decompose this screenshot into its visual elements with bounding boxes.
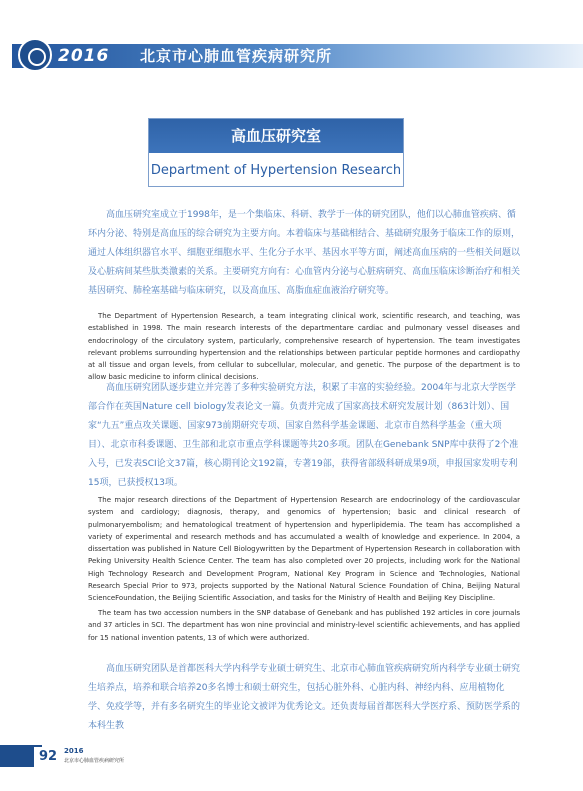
paragraph-cn-1-block [88, 206, 520, 301]
paragraph-cn-1: 高血压研究室成立于1998年，是一个集临床、科研、教学于一体的研究团队，他们以心肺血管疾病、循环内分泌、特别是高血压的综合研究为主要方向。本着临床与基础相结合、基础研究服务于临床工作的原则，通过人体组织器官水平、细胞亚细胞水平、生化分子水平、基因水平等方面，阐述高血压病的一些相关问题以及心脏病间某些肽类激素的关系。主要研究方向有：心血管内分泌与心脏病研究、高血压临床诊断治疗和相关基因研究、肺栓塞基础与临床研究，以及高血压、高脂血症血液治疗研究等。 [88, 210, 521, 296]
institute-logo-icon [18, 38, 52, 72]
paragraph-cn-2: 高血压研究团队逐步建立并完善了多种实验研究方法，积累了丰富的实验经验。2004年与北京大学医学部合作在英国Nature cell biology发表论文一篇。负责并完成了国家高技术研究发展计划（863计划）、国家“九五”重点攻关课题、国家973前期研究专项、国家自然科学基金课题、北京市自然科学基金（重大项目）、北京市科委课题、卫生部和北京市重点学科课题等共20多项。团队在Genebank SNP库中获得了2个准入号，已发表SCI论文37篇，核心期刊论文192篇，专著19部，获得省部级科研成果9项，申报国家发明专利15项，已获授权13项。 [88, 383, 519, 488]
header-institute-name: 北京市心肺血管疾病研究所 [140, 47, 333, 65]
paragraph-en-3-block [88, 607, 520, 644]
section-title-en: Department of Hypertension Research [150, 163, 402, 178]
page-header [0, 0, 583, 74]
paragraph-en-1: The Department of Hypertension Research, a team integrating clinical work, scientific research, and teaching, was established in 1998. The main research interests of the departmentare cardiac and pulmonary vessel diseases and endocrinology of the circulatory system, particularly, comprehensive research of hypertension. The team investigates relevant problems surrounding hypertension and the relationships between particular peptide hormones and cardiopathy at all tissue and organ levels, from cellular to subcellular, molecular, and genetic. The purpose of the department is to allow basic medicine to inform clinical decisions. [88, 312, 520, 382]
paragraph-cn-2-block [88, 379, 520, 493]
paragraph-en-2: The major research directions of the Department of Hypertension Research are endocrinology of the cardiovascular system and cardiology; diagnosis, therapy, and genomics of hypertension; basic and clinical research of pulmonaryembolism; and hematological treatment of hypertension and hyperlipidemia. The team has accomplished a variety of experimental and research methods and has accumulated a wealth of knowledge and experience. In 2004, a dissertation was published in Nature Cell Biologywritten by the Department of Hypertension Research in collaboration with Peking University Health Science Center. The team has also completed over 20 projects, including work for the National High Technology Research and Development Program, National Key Program in Science and Technologies, National Research Special Prior to 973, projects supported by the National Natural Science Foundation of China, Beijing Natural ScienceFoundation, the Beijing Scientific Association, and tasks for the Ministry of Health and Beijing Key Discipline. [88, 496, 520, 603]
footer-year: 2016 [64, 747, 84, 755]
footer-institute-name: 北京市心肺血管疾病研究所 [64, 758, 125, 764]
section-title-block [148, 118, 404, 187]
paragraph-en-3: The team has two accession numbers in the SNP database of Genebank and has published 192 articles in core journals and 37 articles in SCI. The department has won nine provincial and ministry-level scientific achievements, and has applied for 15 national invention patents, 13 of which were authorized. [88, 609, 520, 642]
paragraph-en-1-block [88, 310, 520, 384]
header-year: 2016 [58, 46, 110, 66]
paragraph-en-2-block [88, 494, 520, 605]
section-title-cn: 高血压研究室 [149, 119, 403, 153]
page-number: 92 [34, 747, 62, 767]
paragraph-cn-3: 高血压研究团队是首都医科大学内科学专业硕士研究生、北京市心肺血管疾病研究所内科学专业硕士研究生培养点，培养和联合培养20多名博士和硕士研究生，包括心脏外科、心脏内科、神经内科、应用植物化学、免疫学等，并有多名研究生的毕业论文被评为优秀论文。还负责每届首都医科大学医疗系、预防医学系的本科生教 [88, 664, 521, 731]
paragraph-cn-3-block [88, 660, 520, 736]
